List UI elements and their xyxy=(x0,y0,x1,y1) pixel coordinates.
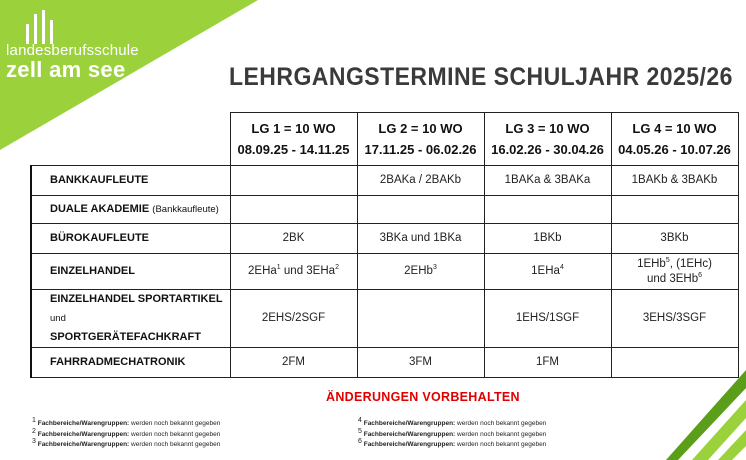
footnote-6: $^6$ Fachbereiche/Warengruppen: werden noch bekannt gegeben xyxy=(358,437,547,448)
lg2-dates: 17.11.25 - 06.02.26 xyxy=(364,142,477,157)
row-label xyxy=(31,196,230,224)
table-row-fahrradmechatronik xyxy=(31,348,738,378)
table-cell xyxy=(357,196,484,224)
table-cell: 1FM xyxy=(484,348,611,378)
table-cell: 2BAKa / 2BAKb xyxy=(357,166,484,196)
corner-stripes-graphic xyxy=(666,370,746,460)
header-lg1 xyxy=(230,113,357,166)
table-cell: 3EHS/3SGF xyxy=(611,290,738,348)
lg1-dates: 08.09.25 - 14.11.25 xyxy=(237,142,350,157)
table-cell: 2BK xyxy=(230,224,357,254)
table-cell: 2FM xyxy=(230,348,357,378)
footnote-4: $^4$ Fachbereiche/Warengruppen: werden noch bekannt gegeben xyxy=(358,416,547,427)
footnote-5: $^5$ Fachbereiche/Warengruppen: werden noch bekannt gegeben xyxy=(358,427,547,438)
lg3-name: LG 3 = 10 WO xyxy=(505,121,590,136)
row-label: EINZELHANDEL SPORTARTIKEL und SPORTGERÄTEFACHKRAFT xyxy=(31,290,230,348)
table-cell: 1BAKa & 3BAKa xyxy=(484,166,611,196)
table-cell xyxy=(230,166,357,196)
logo-bars-icon xyxy=(24,10,60,44)
table-row-bankkaufleute xyxy=(31,166,738,196)
schedule-table xyxy=(30,112,739,378)
table-cell: 3BKb xyxy=(611,224,738,254)
table-row-einzelhandel xyxy=(31,254,738,290)
table-cell: 2EHb$^3$ xyxy=(357,254,484,290)
logo-text-line1: landesberufsschule xyxy=(6,42,139,59)
row-label: FAHRRADMECHATRONIK xyxy=(31,348,230,378)
changes-notice: ÄNDERUNGEN VORBEHALTEN xyxy=(326,390,520,404)
lg2-name: LG 2 = 10 WO xyxy=(378,121,463,136)
table-cell xyxy=(357,290,484,348)
lg1-name: LG 1 = 10 WO xyxy=(251,121,336,136)
table-cell: 2EHa$^1$ und 3EHa$^2$ xyxy=(230,254,357,290)
table-row-sportartikel xyxy=(31,290,738,348)
row-label: EINZELHANDEL xyxy=(31,254,230,290)
table-cell: 2EHS/2SGF xyxy=(230,290,357,348)
row-label-main: DUALE AKADEMIE xyxy=(50,203,150,215)
row-label: BANKKAUFLEUTE xyxy=(31,166,230,196)
header-lg3 xyxy=(484,113,611,166)
footnote-1: $^1$ Fachbereiche/Warengruppen: werden noch bekannt gegeben xyxy=(32,416,221,427)
row-label-note: (Bankkaufleute) xyxy=(152,204,219,215)
header-corner-cell xyxy=(31,113,230,166)
table-row-buerokaufleute xyxy=(31,224,738,254)
table-cell: 1BKb xyxy=(484,224,611,254)
table-cell xyxy=(611,348,738,378)
lg4-name: LG 4 = 10 WO xyxy=(632,121,717,136)
lg4-dates: 04.05.26 - 10.07.26 xyxy=(618,142,731,157)
page-title: LEHRGANGSTERMINE SCHULJAHR 2025/26 xyxy=(229,63,733,91)
table-cell: 1EHa$^4$ xyxy=(484,254,611,290)
footnote-2: $^2$ Fachbereiche/Warengruppen: werden noch bekannt gegeben xyxy=(32,427,221,438)
lg3-dates: 16.02.26 - 30.04.26 xyxy=(491,142,604,157)
table-cell xyxy=(611,196,738,224)
header-row xyxy=(31,113,738,166)
logo-text-line2: zell am see xyxy=(6,57,126,82)
table-cell xyxy=(484,196,611,224)
table-cell: 3FM xyxy=(357,348,484,378)
footnote-3: $^3$ Fachbereiche/Warengruppen: werden noch bekannt gegeben xyxy=(32,437,221,448)
row-label: BÜROKAUFLEUTE xyxy=(31,224,230,254)
table-cell: 1EHS/1SGF xyxy=(484,290,611,348)
table-cell: 3BKa und 1BKa xyxy=(357,224,484,254)
header-lg2 xyxy=(357,113,484,166)
table-row-duale-akademie xyxy=(31,196,738,224)
table-cell: 1BAKb & 3BAKb xyxy=(611,166,738,196)
header-lg4 xyxy=(611,113,738,166)
table-cell xyxy=(230,196,357,224)
table-cell: 1EHb$^5$, (1EHc) und 3EHb$^6$ xyxy=(611,254,738,290)
